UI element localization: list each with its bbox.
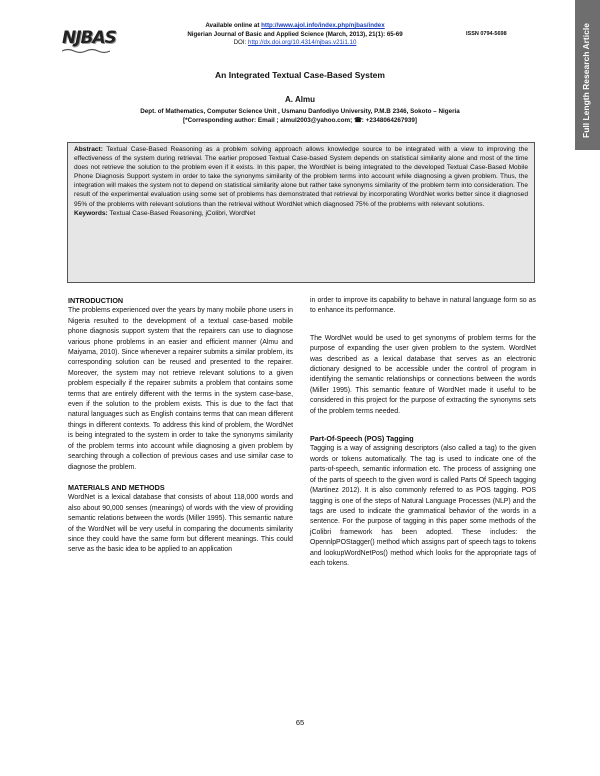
page-number: 65 (295, 718, 305, 727)
journal-header (150, 22, 440, 48)
pos-tagging-heading: Part-Of-Speech (POS) Tagging (310, 434, 414, 444)
wordnet-paragraph: The WordNet would be used to get synonyms of problem terms for the purpose of expanding the user given problem to the system. WordNet was described as a lexical database that serves as an electronic dictionary designed to be accessible under the control of program in identifying the semantic relationships or connections between the words (Miller 1995). This semantic feature of WordNet made it useful to be considered in this project for the purpose of extracting the synonyms sets of the problem terms needed. (310, 334, 536, 415)
pos-tagging-paragraph: Tagging is a way of assigning descriptors (also called a tag) to the given words or tokens automatically. The tag is used to indicate one of the parts-of-speech, semantic information etc. The process of assigning one of the parts of speech to the given word is called Parts Of Speech tagging (Martinez 2012). It is also commonly referred to as POS tagging. POS tagging is one of the steps of Natural Language Processes (NLP) and the tags are used to indicate the grammatical behavior of the words in a sentence. For the purpose of tagging in this paper some methods of the jColibri framework has been adopted. These includes: the OpennlpPOStagger() method which assigns part of speech tags to tokens and lookupWordNetPos() method which looks for the appropriate tags of each tokens. (310, 445, 536, 567)
journal-citation: Nigerian Journal of Basic and Applied Science (March, 2013), 21(1): 65-69 (187, 30, 403, 38)
left-column (68, 296, 293, 556)
logo-wave-icon (62, 48, 110, 54)
issn-label: ISSN 0794-5698 (466, 31, 507, 37)
abstract-label: Abstract: (74, 146, 103, 153)
methods-heading: MATERIALS AND METHODS (68, 482, 165, 492)
introduction-heading: INTRODUCTION (68, 296, 124, 305)
abstract-text: Textual Case-Based Reasoning as a problem solving approach allows knowledge source to be integrated with a view to improving the effectiveness of the system during retrieval. The earlier proposed Textual Case-based System depends on statistical similarity alone and most of the time does not retrieve the solution to the problem even if it exists. In this paper, the WordNet is being integrated to the developed Textual Case-Based Mobile Phone Diagnosis Support system in order to take the synonyms similarity of the problem terms into account while diagnosing a given problem. Thus, the integration will makes the system not to depend on statistical similarity alone but rather take synonyms similarity of the problem term into consideration. The result of the experimental evaluation using some set of problems has demonstrated that retrieval by incorporating WordNet works better since it diagnosed 95% of the problems with relevant solutions than the retrieval without WordNet which diagnosed 75% of the problems with relevant solutions. (74, 146, 528, 208)
continued-paragraph: in order to improve its capability to behave in natural language form so as to enhance its performance. (310, 297, 536, 315)
keywords-text: Textual Case-Based Reasoning, jColibri, WordNet (107, 209, 256, 217)
introduction-paragraph: The problems experienced over the years by many mobile phone users in Nigeria resulted to the development of a textual case-based mobile phone diagnosis support system that the repairers can use to diagnose various phone problems in an easier and efficient manner (Almu and Maiyama, 2010). Since whenever a repairer submits a similar problem, its corresponding solution can be reused and presented to the repairer. Moreover, the system may not retrieve relevant solutions to a given problem especially if the repairer submits a problem that contains some terms that are entirely different with the terms in the system case-base, even if the solution to the problem exists. This is due to the fact that natural languages such as English contains terms that can mean different things in different contexts. To address this kind of problem, the WordNet is being integrated to the system in order to take the synonyms similarity of the problem terms into account while diagnosing a given problem by searching through a collection of previous cases and use similar case to diagnose the problem. (68, 307, 293, 471)
article-type-label: Full Length Research Article (581, 23, 591, 138)
doi-link[interactable]: http://dx.doi.org/10.4314/njbas.v21i1.10 (248, 39, 357, 46)
affiliation: Dept. of Mathematics, Computer Science Unit , Usmanu Danfodiyo University, P.M.B 2346, Sokoto – Nigeria (140, 108, 460, 115)
available-prefix: Available online at (205, 22, 262, 29)
paper-title: An Integrated Textual Case-Based System (215, 70, 385, 80)
keywords-label: Keywords: (74, 209, 108, 217)
right-column (310, 296, 536, 569)
author-name: A. Almu (285, 95, 315, 104)
doi-prefix: DOI: (233, 39, 249, 46)
affiliation-block (60, 107, 540, 125)
journal-url-link[interactable]: http://www.ajol.info/index.php/njbas/index (261, 22, 385, 29)
corresponding-author: [*Corresponding author: Email ; almul2003@yahoo.com; ☎: +2348064267939] (183, 117, 417, 124)
methods-paragraph: WordNet is a lexical database that consists of about 118,000 words and also about 90,000 senses (meanings) of words with the view of providing semantic relations between the words (Miller 1995). This semantic nature of the WordNet will be very useful in comparing the documents similarity since they could have the same form but different meanings. This could serve as the basic idea to be applied to an application (68, 494, 293, 554)
logo-text: NJBAS (62, 28, 116, 48)
journal-logo (62, 20, 116, 56)
abstract-box (67, 142, 535, 283)
